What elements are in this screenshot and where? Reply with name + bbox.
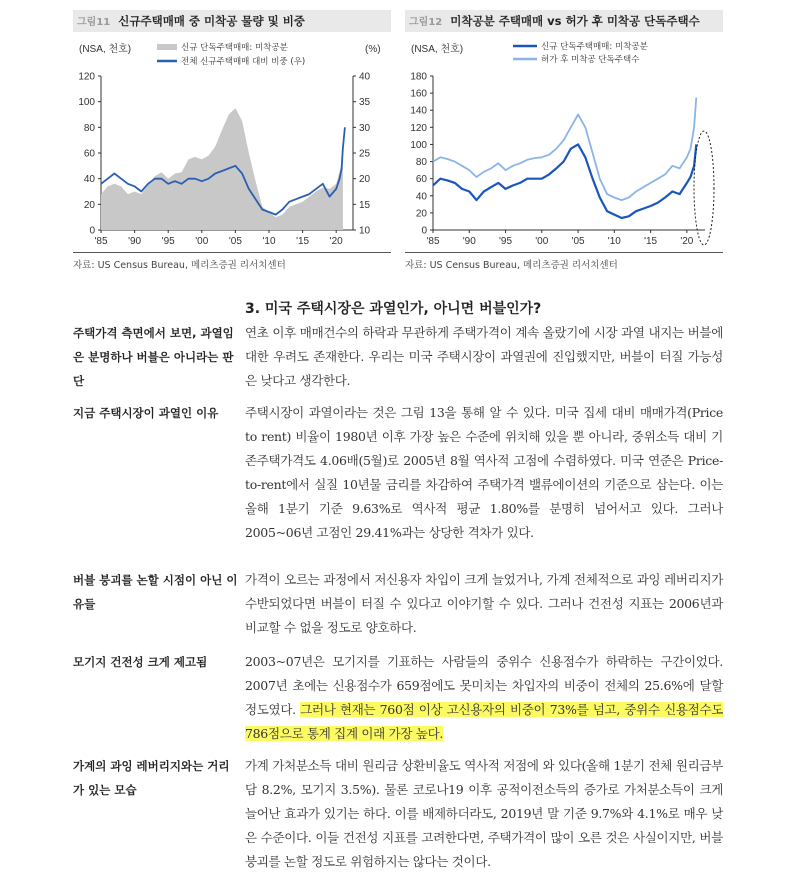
y-tick-label: 120 [78,71,95,83]
figure-11-chart [73,36,391,248]
side-heading: 지금 주택시장이 과열인 이유 [73,406,219,420]
figure-11-title-bar [73,10,391,32]
y-tick-label-right: 10 [359,225,371,237]
y-tick-label: 100 [78,97,95,109]
x-tick-label: '00 [195,236,209,247]
x-tick-label: '90 [462,236,476,247]
x-tick-label: '95 [499,236,513,247]
x-tick-label: '20 [329,236,343,247]
x-tick-label: '85 [94,236,108,247]
figure-11-source: 자료: US Census Bureau, 메리츠증권 리서치센터 [73,260,286,271]
figure-12-title-bar [405,10,723,32]
y-tick-label-right: 30 [359,122,371,134]
series-line-sales [433,144,696,218]
y-tick-label-right: 25 [359,148,371,160]
x-tick-label: '05 [228,236,242,247]
figure-11-unit-left: (NSA, 천호) [79,44,132,55]
legend-label-share: 전체 신규주택매매 대비 비중 (우) [181,57,306,67]
y-tick-label: 80 [83,122,95,134]
series-area-unstarted [101,108,343,230]
y-tick-label: 60 [415,174,427,186]
y-tick-label: 120 [410,122,427,134]
figure-11-title: 신규주택매매 중 미착공 물량 및 비중 [118,14,305,28]
body-text: 주택시장이 과열이라는 것은 그림 13을 통해 알 수 있다. 미국 집세 대비 매매가격(Price to rent) 비율이 1980년 이후 가장 높은 수준에 위치해 있을 뿐 아니라, 중위소득 대비 기존주택가격도 4.06배(5월)로 2005년 8월 역사적 고점에 수렴하였다. 미국 연준은 Price-to-rent에서 실질 10년물 금리를 차감하여 주택가격 밸류에이션의 기준으로 삼는다. 이는 올해 1분기 기준 9.63%로 역사적 평균 1.80%를 분명히 넘어서고 있다. 그러나 2005~06년 고점인 29.41%과는 상당한 격차가 있다. [245,405,723,540]
body-text: 가격이 오르는 과정에서 저신용자 차입이 크게 늘었거나, 가계 전체적으로 과잉 레버리지가 수반되었다면 버블이 터질 수 있다고 이야기할 수 있다. 그러나 건전성 지표는 2006년과 비교할 수 없을 정도로 양호하다. [245,572,723,635]
y-tick-label-right: 40 [359,71,371,83]
x-tick-label: '15 [644,236,658,247]
figure-11-number: 그림11 [77,17,111,28]
y-tick-label: 180 [410,71,427,83]
series-line-permits [433,97,696,200]
figure-11-unit-right: (%) [365,44,381,55]
y-tick-label: 40 [415,191,427,203]
figure-12-unit-left: (NSA, 천호) [411,44,464,55]
x-tick-label: '00 [535,236,549,247]
legend-swatch-area [157,44,177,50]
y-tick-label: 80 [415,157,427,169]
figure-12-number: 그림12 [409,17,443,28]
legend-label-permits: 허가 후 미착공 단독주택수 [541,55,640,65]
x-tick-label: '20 [680,236,694,247]
x-tick-label: '15 [296,236,310,247]
figure-12-chart [405,36,723,248]
side-heading: 가계의 과잉 레버리지와는 거리가 있는 모습 [73,759,230,797]
y-tick-label: 60 [83,148,95,160]
figure-12 [405,10,723,271]
section-title: 3. 미국 주택시장은 과열인가, 아니면 버블인가? [245,301,542,317]
y-tick-label-right: 20 [359,174,371,186]
highlighted-text: 그러나 현재는 760점 이상 고신용자의 비중이 73%를 넘고, 중위수 신용점수도 786점으로 통계 집계 이래 가장 높다. [245,702,724,741]
x-tick-label: '90 [128,236,142,247]
figure-12-rule [405,252,723,253]
y-tick-label: 0 [89,225,95,237]
y-tick-label-right: 35 [359,97,371,109]
side-heading: 버블 붕괴를 논할 시점이 아닌 이유들 [73,573,238,611]
side-heading: 모기지 건전성 크게 제고됨 [73,655,208,669]
y-tick-label-right: 15 [359,199,371,211]
body-text: 가계 가처분소득 대비 원리금 상환비율도 역사적 저점에 와 있다(올해 1분기 전체 원리금부담 8.2%, 모기지 3.5%). 물론 코로나19 이후 공적이전소득의 증가로 가처분소득이 크게 늘어난 효과가 있기는 하다. 이를 배제하더라도, 2019년 말 기준 9.7%와 4.1%로 매우 낮은 수준이다. 이들 건전성 지표를 고려한다면, 주택가격이 많이 오른 것은 사실이지만, 버블 붕괴를 논할 정도로 위험하지는 않다는 것이다. [245,758,723,869]
figure-12-source: 자료: US Census Bureau, 메리츠증권 리서치센터 [405,260,618,271]
y-tick-label: 20 [415,208,427,220]
y-tick-label: 20 [83,199,95,211]
legend-label-unstarted: 신규 단독주택매매: 미착공분 [181,43,288,53]
body-text-plain: 2003~07년은 모기지를 기표하는 사람들의 중위수 신용점수가 하락하는 구간이었다. 2007년 초에는 신용점수가 659점에도 못미치는 차입자의 비중이 전체의 25.6%에 달할 정도였다. [245,654,723,717]
x-tick-label: '10 [262,236,276,247]
figure-11-rule [73,252,391,253]
x-tick-label: '05 [571,236,585,247]
figure-11 [73,10,391,271]
y-tick-label: 100 [410,139,427,151]
side-heading: 주택가격 측면에서 보면, 과열임은 분명하나 버블은 아니라는 판단 [73,326,234,388]
body-text [245,650,723,746]
x-tick-label: '10 [607,236,621,247]
body-text: 연초 이후 매매건수의 하락과 무관하게 주택가격이 계속 올랐기에 시장 과열 내지는 버블에 대한 우려도 존재한다. 우리는 미국 주택시장이 과열권에 진입했지만, 버블이 터질 가능성은 낮다고 생각한다. [245,325,723,388]
y-tick-label: 40 [83,174,95,186]
legend-label-sales: 신규 단독주택매매: 미착공분 [541,42,648,52]
figure-12-title: 미착공분 주택매매 vs 허가 후 미착공 단독주택수 [450,14,700,28]
x-tick-label: '95 [161,236,175,247]
x-tick-label: '85 [426,236,440,247]
y-tick-label: 160 [410,88,427,100]
y-tick-label: 140 [410,105,427,117]
y-tick-label: 0 [421,225,427,237]
